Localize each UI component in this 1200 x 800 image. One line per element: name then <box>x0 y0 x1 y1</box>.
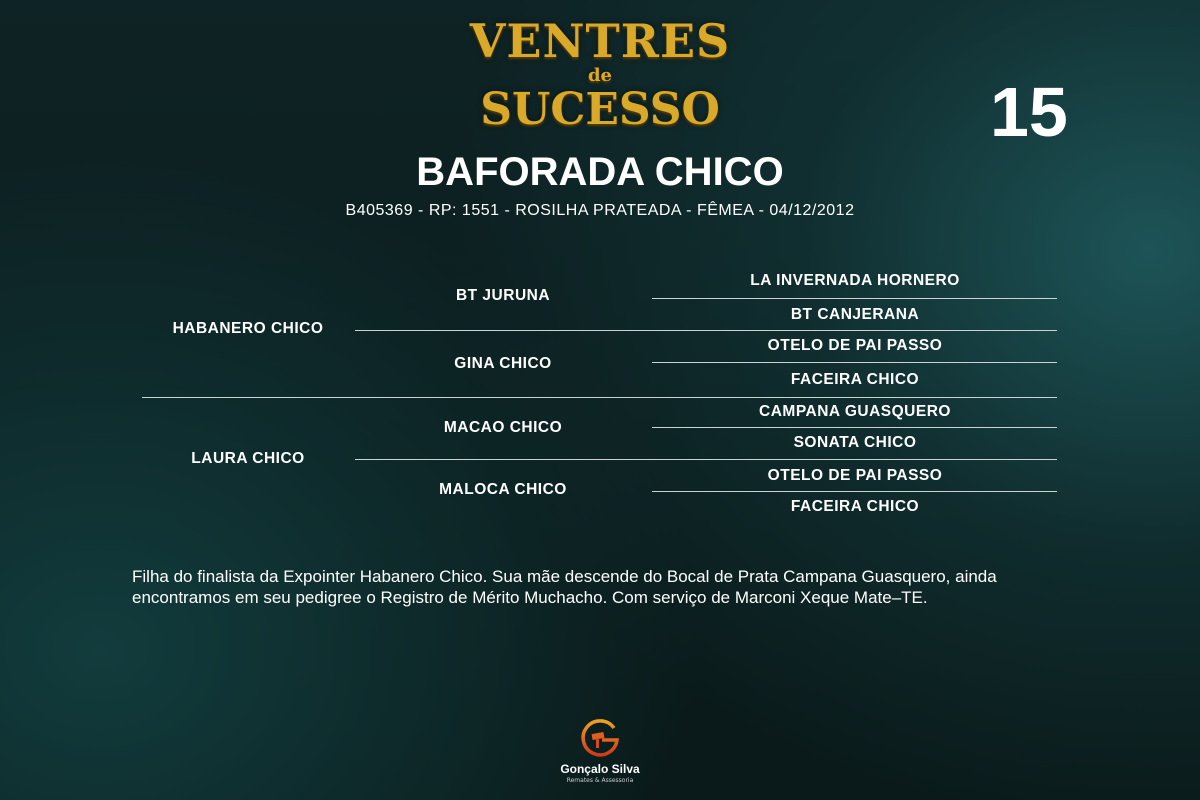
animal-details: B405369 - RP: 1551 - ROSILHA PRATEADA - FÊMEA - 04/12/2012 <box>345 202 855 219</box>
lot-number: 15 <box>990 73 1068 151</box>
dam: LAURA CHICO <box>191 450 305 467</box>
gen3-ancestor: LA INVERNADA HORNERO <box>750 272 960 289</box>
divider <box>652 298 1057 299</box>
gen3-ancestor: FACEIRA CHICO <box>790 498 920 515</box>
divider <box>355 330 1057 331</box>
divider <box>652 362 1057 363</box>
gavel-g-icon <box>578 716 622 760</box>
divider <box>355 459 1057 460</box>
logo-line1: VENTRES <box>469 14 731 68</box>
divider <box>142 397 1057 398</box>
logo-line2: de <box>587 65 613 86</box>
dam-dam: MALOCA CHICO <box>439 481 567 498</box>
sire-dam: GINA CHICO <box>454 355 552 372</box>
gen3-ancestor: FACEIRA CHICO <box>790 371 920 388</box>
divider <box>652 427 1057 428</box>
gen3-ancestor: SONATA CHICO <box>793 434 917 451</box>
gen3-ancestor: OTELO DE PAI PASSO <box>767 337 943 354</box>
sire-sire: BT JURUNA <box>455 287 551 304</box>
gen3-ancestor: OTELO DE PAI PASSO <box>767 467 943 484</box>
gen3-ancestor: BT CANJERANA <box>790 306 920 323</box>
sire: HABANERO CHICO <box>172 320 324 337</box>
animal-name: BAFORADA CHICO <box>416 150 784 194</box>
divider <box>652 491 1057 492</box>
gen3-ancestor: CAMPANA GUASQUERO <box>759 403 951 420</box>
footer-name: Gonçalo Silva <box>560 762 640 776</box>
logo-line3: SUCESSO <box>480 84 720 135</box>
ventres-de-sucesso-logo <box>420 16 780 134</box>
footer-logo <box>550 716 650 785</box>
dam-sire: MACAO CHICO <box>443 419 563 436</box>
description: Filha do finalista da Expointer Habanero Chico. Sua mãe descende do Bocal de Prata Campana Guasquero, ainda encontramos em seu pedigree o Registro de Mérito Muchacho. Com serviço de Marconi Xeque Mate–TE. <box>132 567 997 607</box>
footer-tagline: Remates & Assessoria <box>566 777 634 784</box>
